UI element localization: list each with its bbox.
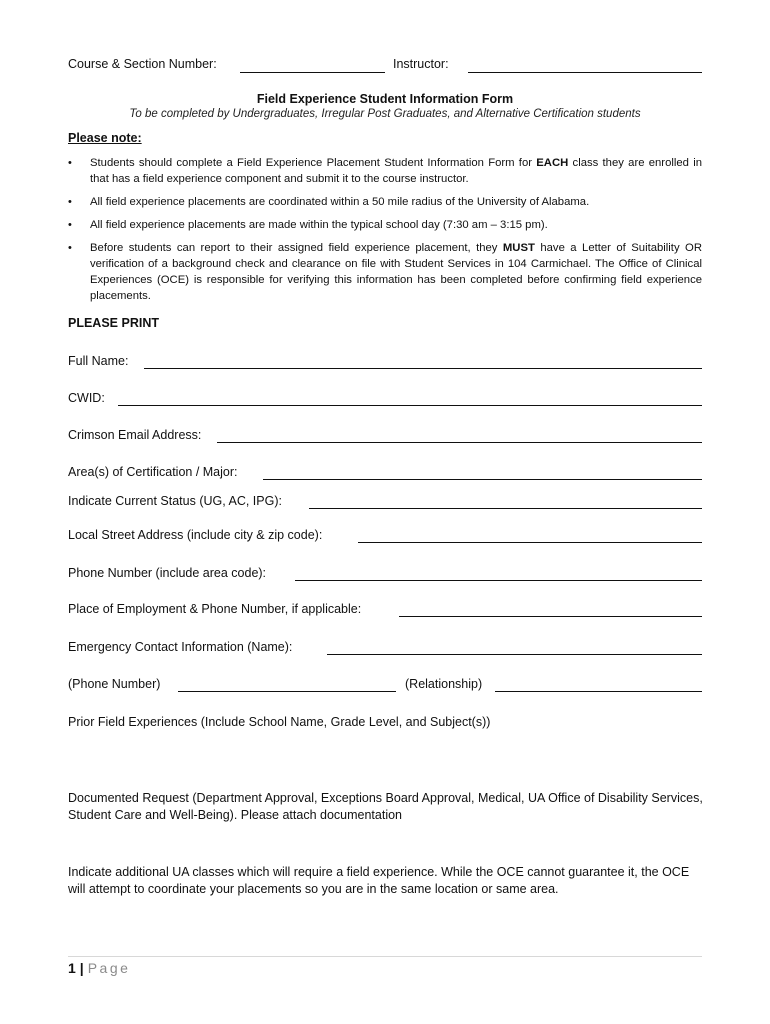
bullet-icon: • — [68, 196, 72, 208]
relationship-field[interactable] — [495, 691, 702, 692]
additional-classes-label: Indicate additional UA classes which will require a field experience. While the OCE cannot guarantee it, the OCE will attempt to coordinate your placements so you are in the same location or same area. — [68, 865, 690, 896]
full-name-field[interactable] — [144, 368, 702, 369]
note-bullet: • Students should complete a Field Experience Placement Student Information Form for EACH class they are enrolled in that has a field experience component and submit it to the course instructor. — [68, 157, 702, 185]
bullet-icon: • — [68, 242, 72, 254]
course-section-label: Course & Section Number: — [68, 57, 217, 71]
address-label: Local Street Address (include city & zip code): — [68, 528, 323, 542]
certification-row — [68, 465, 702, 483]
bullet-icon: • — [68, 219, 72, 231]
header-row — [68, 57, 702, 75]
email-field[interactable] — [217, 442, 702, 443]
page-footer — [68, 960, 130, 976]
status-label: Indicate Current Status (UG, AC, IPG): — [68, 494, 282, 508]
note-bullet: • All field experience placements are coordinated within a 50 mile radius of the University of Alabama. — [68, 196, 590, 208]
documented-request-label: Documented Request (Department Approval, Exceptions Board Approval, Medical, UA Office of Disability Services, Student Care and Well-Being). Please attach documentation — [68, 791, 703, 822]
note-bullet-list — [68, 155, 702, 311]
status-field[interactable] — [309, 508, 702, 509]
phone-row — [68, 566, 702, 584]
address-row — [68, 528, 702, 546]
phone-label: Phone Number (include area code): — [68, 566, 267, 580]
status-row — [68, 494, 702, 512]
page-number: 1 — [68, 960, 76, 976]
page-word: Page — [87, 960, 131, 976]
emergency-name-field[interactable] — [327, 654, 702, 655]
cwid-row — [68, 391, 702, 409]
relationship-label: (Relationship) — [405, 677, 483, 691]
emergency-name-label: Emergency Contact Information (Name): — [68, 640, 293, 654]
prior-experiences-label: Prior Field Experiences (Include School Name, Grade Level, and Subject(s)) — [68, 715, 491, 729]
footer-separator: | — [79, 960, 84, 976]
employment-label: Place of Employment & Phone Number, if applicable: — [68, 602, 362, 616]
address-field[interactable] — [358, 542, 702, 543]
employment-row — [68, 602, 702, 620]
emergency-name-row — [68, 640, 702, 658]
certification-field[interactable] — [263, 479, 702, 480]
emergency-phone-field[interactable] — [178, 691, 396, 692]
employment-field[interactable] — [399, 616, 702, 617]
bullet-icon: • — [68, 157, 72, 169]
cwid-label: CWID: — [68, 391, 105, 405]
full-name-row — [68, 354, 702, 372]
note-bullet: • All field experience placements are made within the typical school day (7:30 am – 3:15 pm). — [68, 219, 548, 231]
form-subtitle: To be completed by Undergraduates, Irregular Post Graduates, and Alternative Certification students — [129, 108, 641, 120]
instructor-field[interactable] — [468, 72, 702, 73]
note-heading: Please note: — [68, 131, 142, 145]
footer-divider — [68, 956, 702, 957]
instructor-label: Instructor: — [393, 57, 449, 71]
certification-label: Area(s) of Certification / Major: — [68, 465, 238, 479]
cwid-field[interactable] — [118, 405, 702, 406]
note-bullet: • Before students can report to their assigned field experience placement, they MUST have a Letter of Suitability OR verification of a background check and clearance on file with Student Services in 104 Carmichael. The Office of Clinical Experiences (OCE) is responsible for verifying this information has been completed before confirming field experience placements. — [68, 242, 702, 302]
email-row — [68, 428, 702, 446]
full-name-label: Full Name: — [68, 354, 129, 368]
course-section-field[interactable] — [240, 72, 385, 73]
emergency-phone-row — [68, 677, 702, 695]
email-label: Crimson Email Address: — [68, 428, 202, 442]
phone-field[interactable] — [295, 580, 702, 581]
form-title: Field Experience Student Information Form — [256, 92, 514, 106]
print-heading: PLEASE PRINT — [68, 316, 159, 330]
emergency-phone-label: (Phone Number) — [68, 677, 161, 691]
